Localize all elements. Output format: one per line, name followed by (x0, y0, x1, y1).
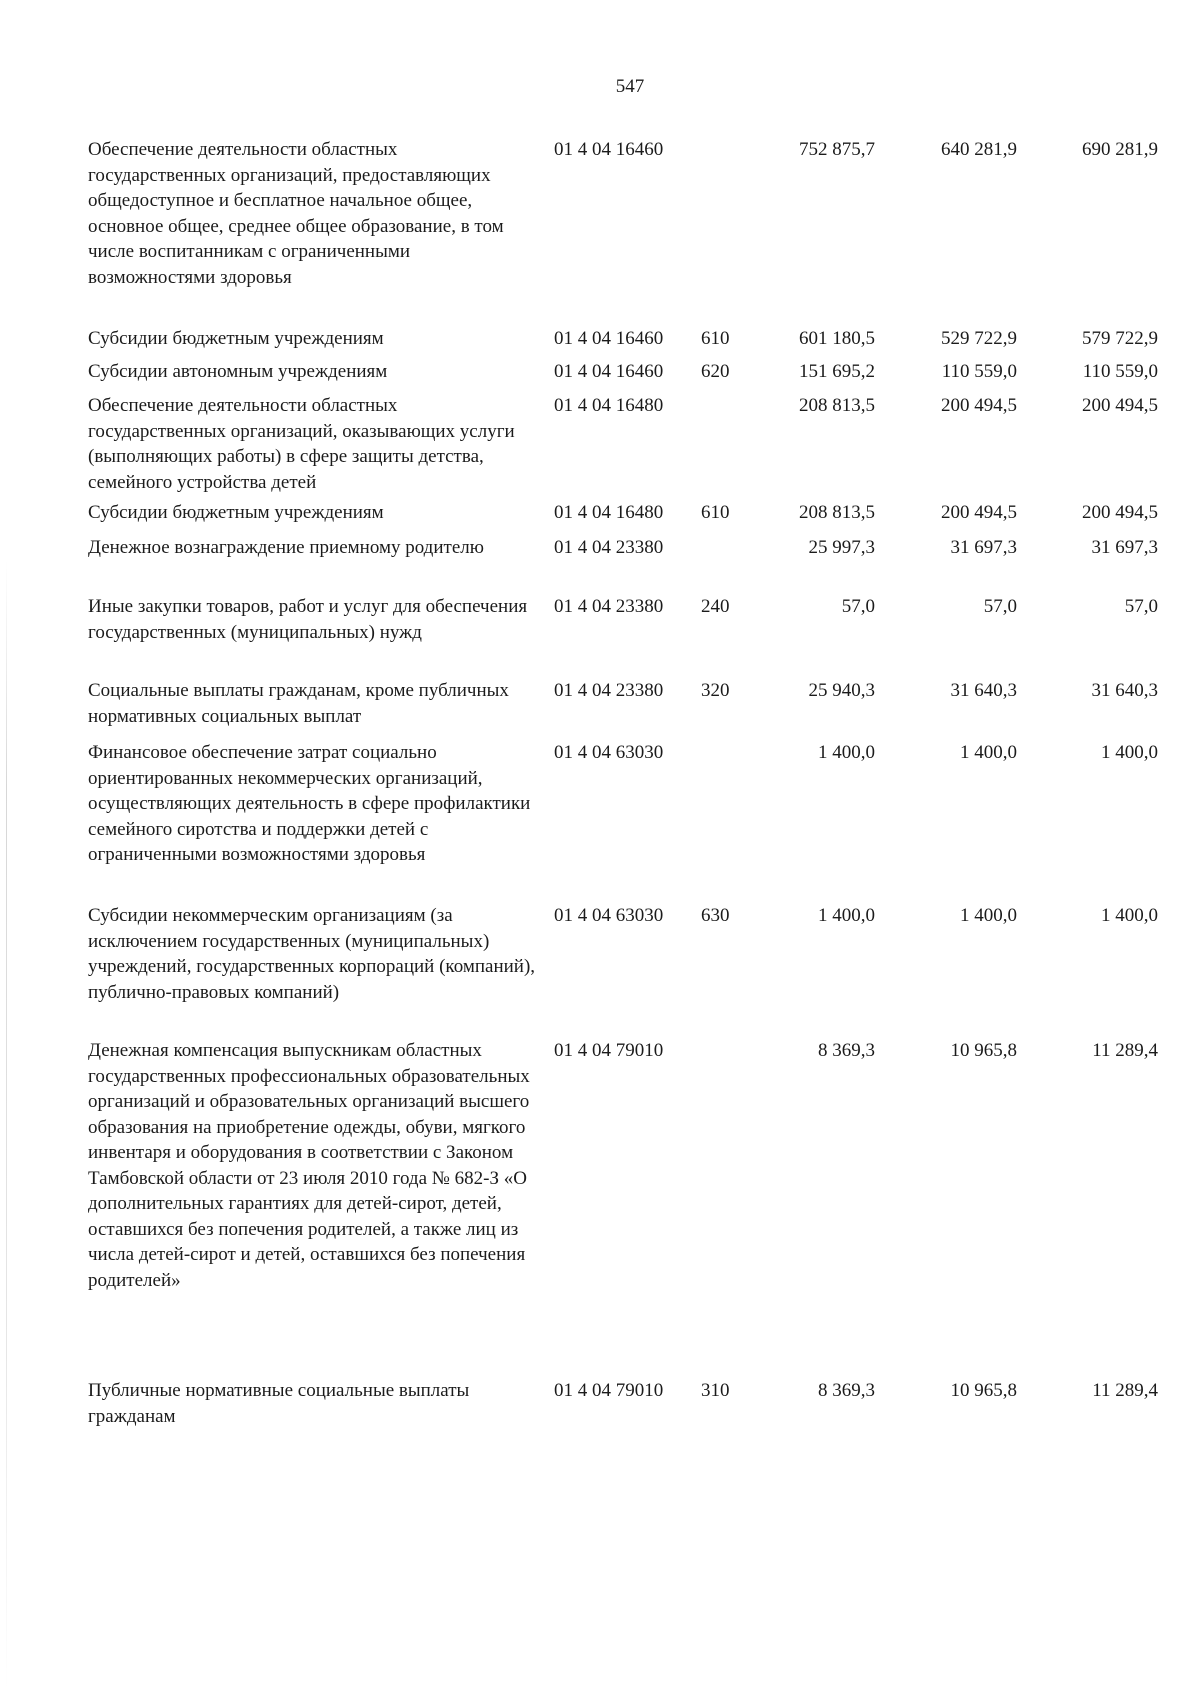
row-target-code: 01 4 04 16480 (554, 395, 664, 416)
row-amount-year-1: 601 180,5 (799, 328, 875, 349)
row-amount-year-2: 31 640,3 (950, 680, 1017, 701)
row-expense-type: 310 (701, 1380, 730, 1401)
row-amount-year-1: 1 400,0 (818, 905, 875, 926)
row-amount-year-3: 110 559,0 (1082, 361, 1158, 382)
row-description: Субсидии бюджетным учреждениям (88, 502, 384, 523)
row-amount-year-3: 31 640,3 (1091, 680, 1158, 701)
row-amount-year-2: 10 965,8 (950, 1380, 1017, 1401)
row-expense-type: 610 (701, 502, 730, 523)
row-amount-year-1: 8 369,3 (818, 1040, 875, 1061)
row-amount-year-2: 640 281,9 (941, 139, 1017, 160)
row-amount-year-1: 752 875,7 (799, 139, 875, 160)
row-amount-year-3: 690 281,9 (1082, 139, 1158, 160)
row-amount-year-2: 10 965,8 (950, 1040, 1017, 1061)
row-amount-year-3: 11 289,4 (1092, 1380, 1158, 1401)
row-amount-year-2: 200 494,5 (941, 395, 1017, 416)
row-target-code: 01 4 04 16460 (554, 328, 664, 349)
row-description: Социальные выплаты гражданам, кроме публичных нормативных социальных выплат (88, 680, 509, 727)
row-description: Финансовое обеспечение затрат социально ориентированных некоммерческих организаций, осуществляющих деятельность в сфере профилактики семейного сиротства и поддержки детей с ограниченными возможностями здоровья (88, 742, 531, 865)
row-target-code: 01 4 04 16480 (554, 502, 664, 523)
row-target-code: 01 4 04 16460 (554, 139, 664, 160)
row-amount-year-2: 1 400,0 (960, 742, 1017, 763)
row-amount-year-2: 529 722,9 (941, 328, 1017, 349)
row-description: Субсидии автономным учреждениям (88, 361, 388, 382)
row-expense-type: 240 (701, 596, 730, 617)
row-description: Иные закупки товаров, работ и услуг для обеспечения государственных (муниципальных) нужд (88, 596, 528, 643)
row-amount-year-3: 57,0 (1124, 596, 1158, 617)
row-target-code: 01 4 04 63030 (554, 905, 664, 926)
row-amount-year-3: 11 289,4 (1092, 1040, 1158, 1061)
row-expense-type: 610 (701, 328, 730, 349)
row-amount-year-1: 208 813,5 (799, 502, 875, 523)
row-amount-year-2: 1 400,0 (960, 905, 1017, 926)
row-amount-year-1: 57,0 (841, 596, 875, 617)
row-amount-year-2: 200 494,5 (941, 502, 1017, 523)
row-amount-year-1: 1 400,0 (818, 742, 875, 763)
row-amount-year-3: 31 697,3 (1091, 537, 1158, 558)
row-amount-year-1: 8 369,3 (818, 1380, 875, 1401)
row-description: Денежная компенсация выпускникам областных государственных профессиональных образовательных организаций и образовательных организаций высшего образования на приобретение одежды, обуви, мягкого инвентаря и оборудования в соответствии с Законом Тамбовской области от 23 июля 2010 года № 682-З «О дополнительных гарантиях для детей-сирот, детей, оставшихся без попечения родителей, а также лиц из числа детей-сирот и детей, оставшихся без попечения родителей» (88, 1040, 530, 1291)
row-amount-year-3: 1 400,0 (1101, 905, 1158, 926)
row-target-code: 01 4 04 79010 (554, 1040, 664, 1061)
row-target-code: 01 4 04 23380 (554, 680, 664, 701)
row-description: Публичные нормативные социальные выплаты гражданам (88, 1380, 470, 1427)
row-target-code: 01 4 04 23380 (554, 537, 664, 558)
row-target-code: 01 4 04 63030 (554, 742, 664, 763)
row-amount-year-3: 579 722,9 (1082, 328, 1158, 349)
row-target-code: 01 4 04 79010 (554, 1380, 664, 1401)
row-amount-year-3: 1 400,0 (1101, 742, 1158, 763)
row-description: Обеспечение деятельности областных государственных организаций, предоставляющих общедоступное и бесплатное начальное общее, основное общее, среднее общее образование, в том числе воспитанникам с ограниченными возможностями здоровья (88, 139, 504, 288)
row-description: Субсидии бюджетным учреждениям (88, 328, 384, 349)
scan-edge-line (6, 560, 7, 1690)
row-description: Обеспечение деятельности областных государственных организаций, оказывающих услуги (выполняющих работы) в сфере защиты детства, семейного устройства детей (88, 395, 515, 493)
page-number: 547 (615, 76, 645, 97)
row-target-code: 01 4 04 16460 (554, 361, 664, 382)
row-amount-year-2: 57,0 (983, 596, 1017, 617)
row-description: Субсидии некоммерческим организациям (за исключением государственных (муниципальных) учреждений, государственных корпораций (компаний), публично-правовых компаний) (88, 905, 536, 1003)
row-amount-year-2: 31 697,3 (950, 537, 1017, 558)
row-amount-year-1: 151 695,2 (799, 361, 875, 382)
row-amount-year-1: 25 940,3 (808, 680, 875, 701)
row-amount-year-2: 110 559,0 (941, 361, 1017, 382)
row-description: Денежное вознаграждение приемному родителю (88, 537, 484, 558)
row-expense-type: 320 (701, 680, 730, 701)
row-amount-year-3: 200 494,5 (1082, 502, 1158, 523)
row-target-code: 01 4 04 23380 (554, 596, 664, 617)
row-amount-year-1: 25 997,3 (808, 537, 875, 558)
row-expense-type: 630 (701, 905, 730, 926)
row-amount-year-1: 208 813,5 (799, 395, 875, 416)
row-amount-year-3: 200 494,5 (1082, 395, 1158, 416)
row-expense-type: 620 (701, 361, 730, 382)
